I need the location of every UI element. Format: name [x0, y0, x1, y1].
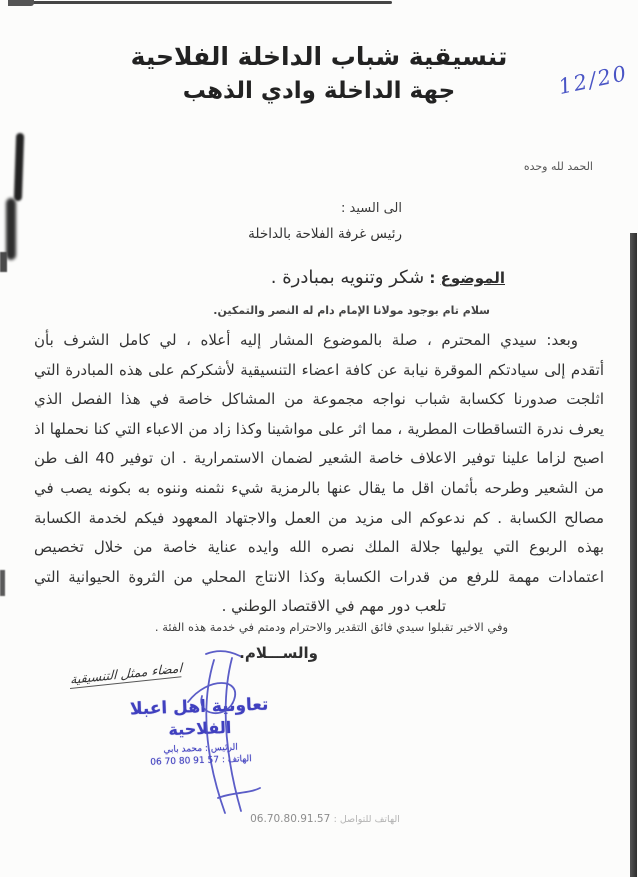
scan-artifact-right-border [630, 233, 637, 877]
footer-phone-label: الهاتف للتواصل : [333, 814, 400, 825]
handwritten-signature [128, 648, 318, 823]
body-line: يعرف ندرة التساقطات المطرية ، مما اثر على مواشينا وكذا زاد من الاعباء التي كنا نحملها اذ [34, 419, 604, 438]
recipient-to-line: الى السيد : [341, 201, 402, 216]
closing-word: والســـلام. [239, 644, 318, 662]
body-line: أتقدم إلى سيادتكم الموقرة نيابة عن كافة اعضاء التنسيقية لأشكركم على هذه المبادرة التي [34, 360, 604, 379]
letterhead [0, 42, 638, 104]
signature-caption: امضاء ممثل التنسيقية [70, 660, 182, 689]
stamp-coop-type: الفلاحية [168, 717, 232, 740]
tahmid-line: الحمد لله وحده [523, 160, 593, 173]
stamp-coop-name: تعاونية اهل اعبلا [129, 694, 269, 720]
handwritten-mark: 12/20 [556, 60, 631, 100]
footer-phone-number: 06.70.80.91.57 [250, 813, 331, 825]
subject-line [271, 267, 505, 288]
recipient-block [248, 201, 402, 242]
salutation-line: سلام تام بوجود مولانا الإمام دام له النصر والتمكين. [213, 304, 490, 317]
org-name-line2: جهة الداخلة وادي الذهب [182, 78, 456, 104]
body-line: وبعد: سيدي المحترم ، صلة بالموضوع المشار إليه أعلاه ، لي كامل الشرف بأن [34, 331, 578, 349]
scan-artifact-left-smudge-3 [0, 252, 7, 272]
subject-label: الموضوع [440, 269, 505, 287]
recipient-title-line: رئيس غرفة الفلاحة بالداخلة [248, 226, 402, 242]
scan-artifact-left-smudge-1 [14, 133, 24, 201]
scan-artifact-left-smudge-4 [0, 570, 5, 596]
letter-body [34, 326, 604, 622]
body-line: اعتمادات مهمة للرفع من قدرات الكسابة وكذا الانتاج المحلي من الثروة الحيوانية التي [34, 567, 604, 586]
body-line: اصبح لزاما علينا توفير الاعلاف خاصة الشعير لضمان الاستمرارية . ان توفير 40 الف طن [34, 449, 604, 468]
scan-artifact-top-line [24, 1, 392, 4]
final-courtesy-note: وفي الاخير تقبلوا سيدي فائق التقدير والاحترام ودمتم في خدمة هذه الفئة . [154, 620, 508, 634]
body-line: اثلجت صدورنا ككسابة شباب نواجه مجموعة من المشاكل خاصة في هذا الفصل الذي [34, 390, 604, 409]
scan-artifact-top-corner [8, 0, 34, 6]
subject-colon: : [424, 269, 441, 287]
subject-value: شكر وتنويه بمبادرة . [270, 267, 425, 288]
body-line: من الشعير وطرحه بأثمان اقل ما يقال عنها بالرمزية شيء نثمنه وننوه به بكونه يصب في [34, 478, 604, 497]
stamp-phone-label: الهاتف : [221, 754, 252, 766]
body-line: بهذه الربوع التي يوليها جلالة الملك نصره الله وايده عناية خاصة من خلال تخصيص [34, 538, 604, 557]
stamp-president-line: الرئيس : محمد بابي [163, 742, 238, 756]
body-line: تلعب دور مهم في الاقتصاد الوطني . [221, 597, 446, 616]
footer-contact [160, 813, 490, 825]
scan-artifact-left-smudge-2 [6, 198, 16, 260]
body-line: مصالح الكسابة . كم ندعوكم الى مزيد من العمل والاجتهاد المعهود فيكم لخدمة الكسابة [34, 508, 604, 527]
org-name-line1: تنسيقية شباب الداخلة الفلاحية [130, 42, 508, 71]
stamp-phone-number: 06 70 80 91 57 [150, 755, 220, 768]
